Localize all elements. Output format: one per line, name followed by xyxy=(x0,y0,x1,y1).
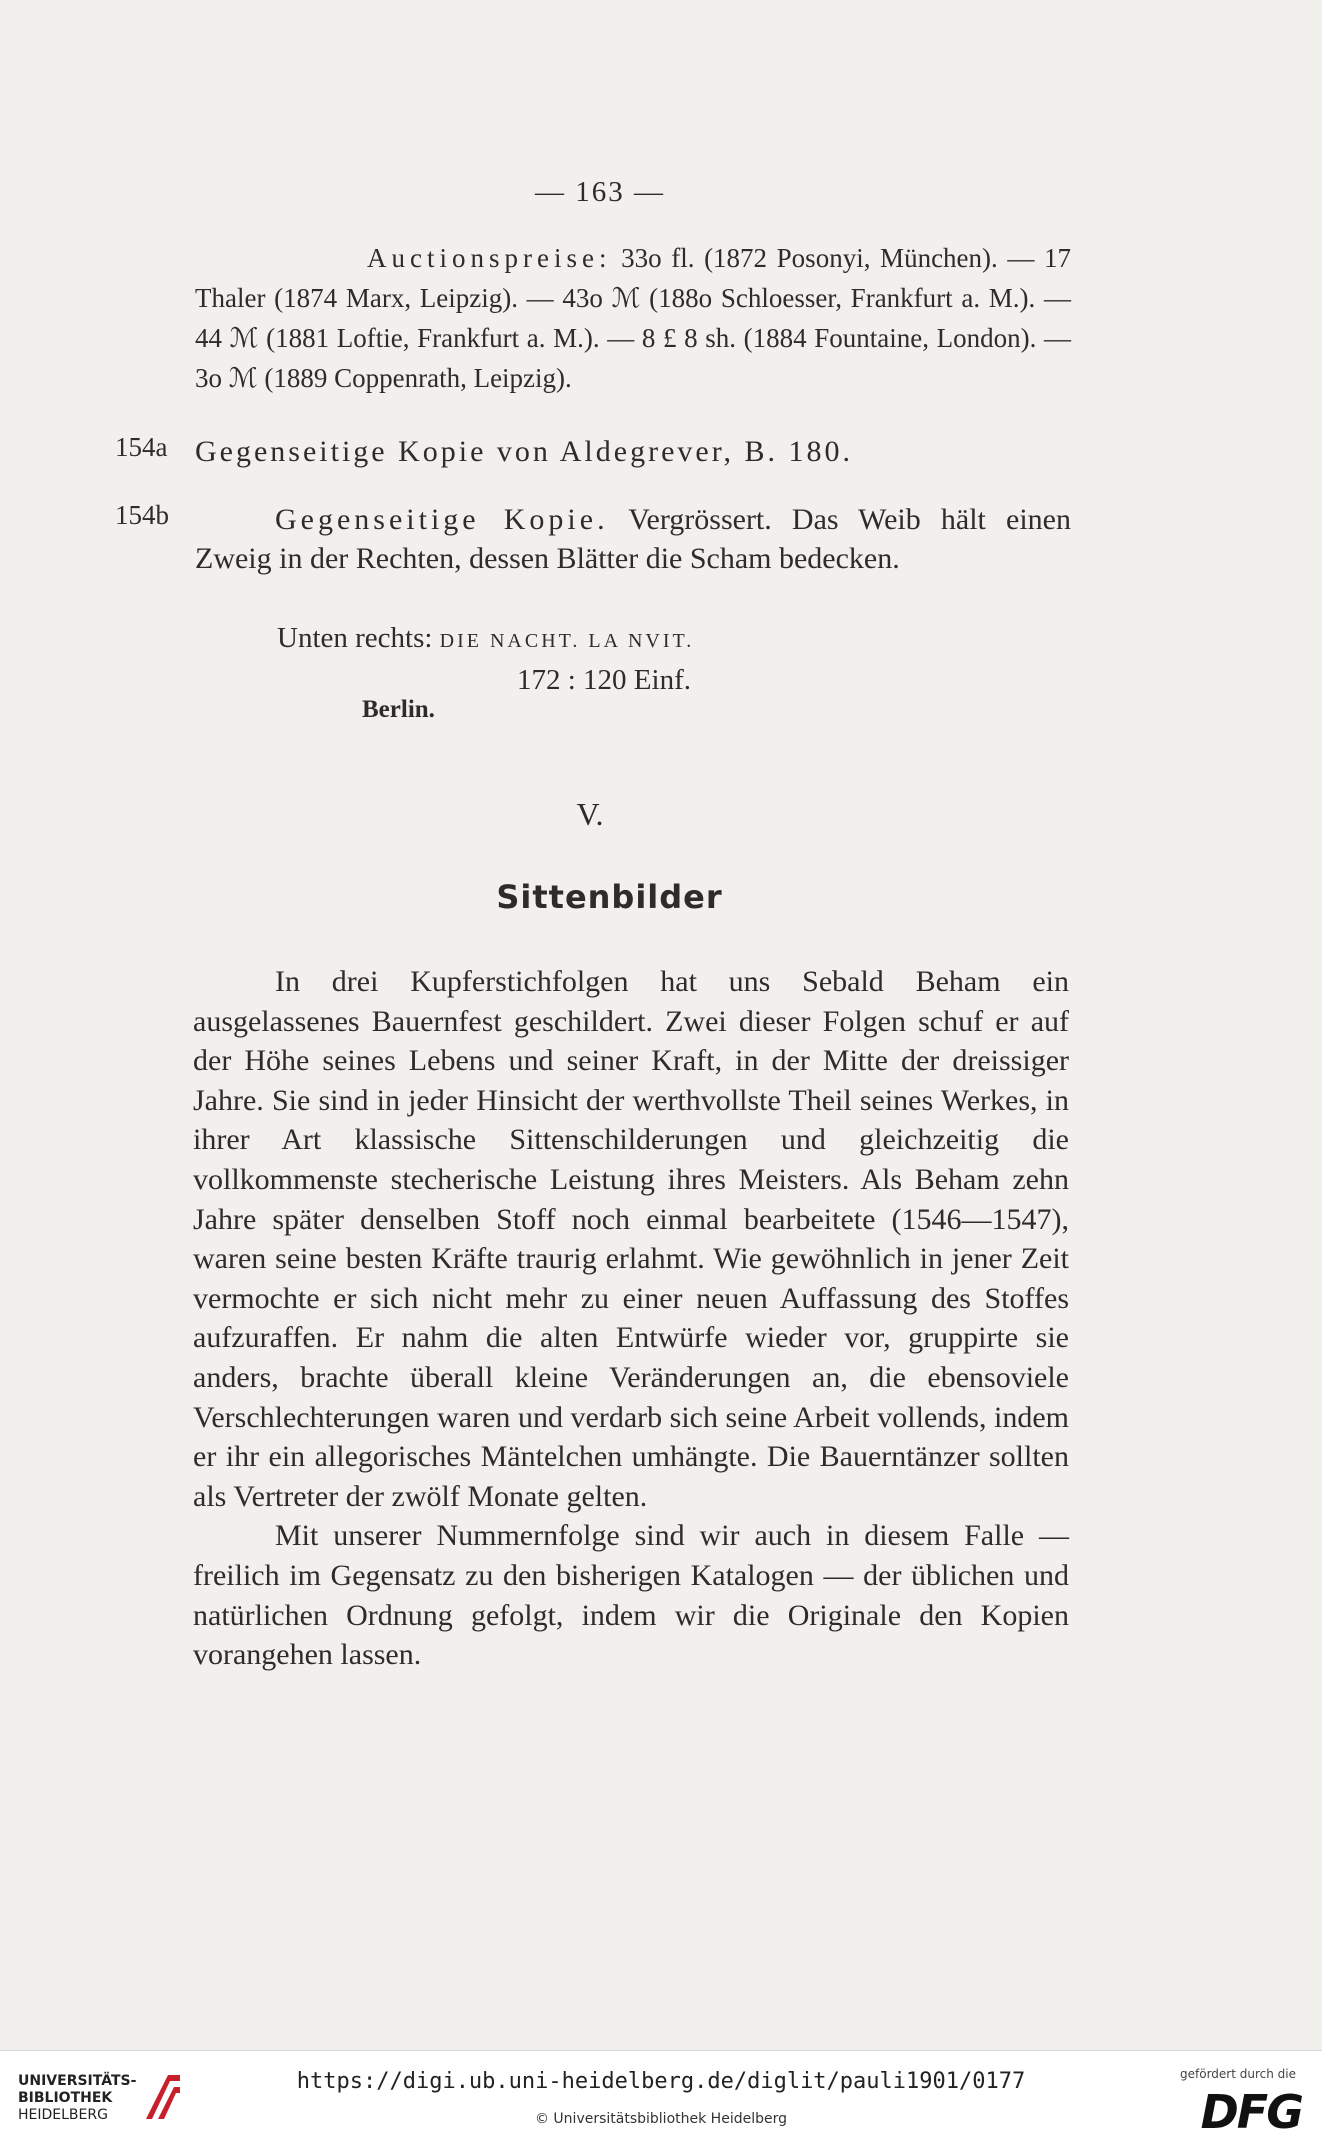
auction-label: Auctionspreise: xyxy=(367,243,612,273)
funding-note: gefördert durch die xyxy=(1180,2067,1296,2081)
permalink-url[interactable]: https://digi.ub.uni-heidelberg.de/diglit/pauli1901/0177 xyxy=(296,2069,1026,2094)
inscription-line xyxy=(277,622,694,655)
auction-prices xyxy=(195,238,1071,398)
library-name-line2: BIBLIOTHEK xyxy=(18,2090,113,2106)
entry-154b xyxy=(195,500,1071,578)
library-name-line1: UNIVERSITÄTS- xyxy=(18,2073,137,2089)
entry-number-154b: 154b xyxy=(115,500,169,530)
entry-154b-text: Vergrössert. Das Weib hält einen Zweig in der Rechten, dessen Blätter die Scham bedecken. xyxy=(195,503,1071,575)
section-number: V. xyxy=(576,796,604,832)
dfg-logo: DFG xyxy=(1200,2085,1302,2139)
measurement: 172 : 120 Einf. xyxy=(517,664,691,696)
entry-154b-label: Gegenseitige Kopie. xyxy=(275,503,609,536)
section-title: Sittenbilder xyxy=(496,878,723,916)
footer-bar xyxy=(0,2050,1322,2145)
library-name-line3: HEIDELBERG xyxy=(18,2107,108,2123)
entry-number-154a: 154a xyxy=(115,432,168,462)
copyright-notice: © Universitätsbibliothek Heidelberg xyxy=(534,2111,787,2127)
body-text xyxy=(193,962,1069,1675)
paragraph: Mit unserer Nummernfolge sind wir auch in diesem Falle — freilich im Gegensatz zu den bisherigen Katalogen — der üblichen und natürlichen Ordnung gefolgt, indem wir die Originale den Kopien vorangehen lassen. xyxy=(193,1519,1069,1672)
inscription-label: Unten rechts: xyxy=(277,622,433,654)
inscription-text: DIE NACHT. LA NVIT. xyxy=(439,630,695,652)
paragraph: In drei Kupferstichfolgen hat uns Sebald Beham ein ausgelassenes Bauernfest geschildert. Zwei dieser Folgen schuf er auf der Höhe seines Lebens und seiner Kraft, in der Mitte der dreissiger Jahre. Sie sind in jeder Hinsicht der werthvollste Theil seines Werkes, in ihrer Art klassische Sittenschilderungen und gleichzeitig die vollkommenste stecherische Leistung ihres Meisters. Als Beham zehn Jahre später denselben Stoff noch einmal bearbeitete (1546—1547), waren seine besten Kräfte traurig erlahmt. Wie gewöhnlich in jener Zeit vermochte er sich nicht mehr zu einer neuen Auffassung des Stoffes aufzuraffen. Er nahm die alten Entwürfe wieder vor, gruppirte sie anders, brachte überall kleine Veränderungen an, die ebensoviele Verschlechterungen waren und verdarb sich seine Arbeit vollends, indem er ihr ein allegorisches Mäntelchen umhängte. Die Bauerntänzer sollten als Vertreter der zwölf Monate gelten. xyxy=(193,965,1069,1513)
entry-154a-text: Gegenseitige Kopie von Aldegrever, B. 180. xyxy=(195,435,854,468)
collection-location: Berlin. xyxy=(362,696,435,723)
auction-text: 33o fl. (1872 Posonyi, München). — 17 Thaler (1874 Marx, Leipzig). — 43o ℳ (188o Schloesser, Frankfurt a. M.). — 44 ℳ (1881 Loftie, Frankfurt a. M.). — 8 £ 8 sh. (1884 Fountaine, London). — 3o ℳ (1889 Coppenrath, Leipzig). xyxy=(195,243,1072,393)
page-number: — 163 — xyxy=(535,176,665,208)
